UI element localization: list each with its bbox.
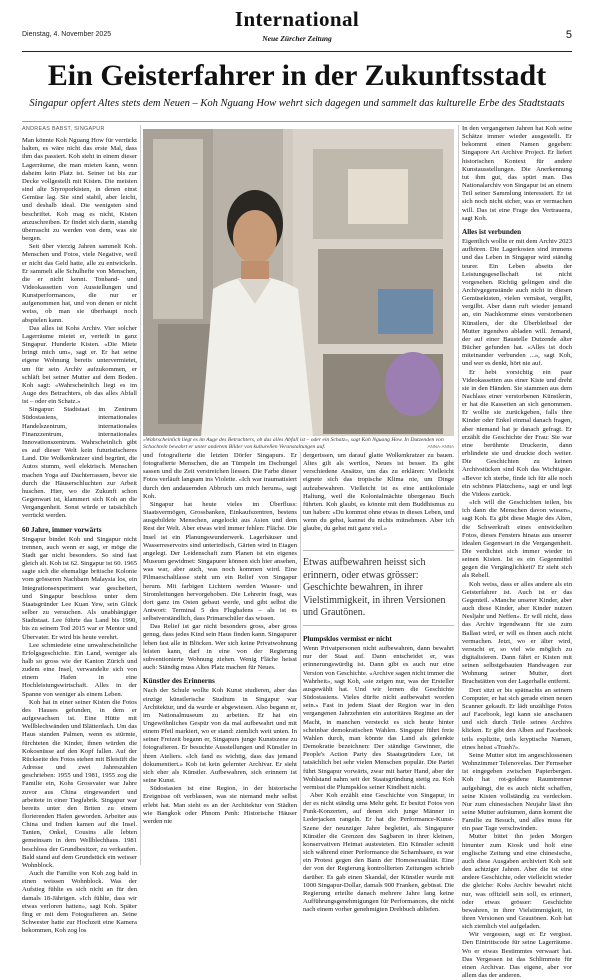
paragraph: Wir vergessen, sagt er. Er vergisst. Den Eintrittscode für seine Lagerräume. Wo er etwas Bestimmtes verwaart hat. Das Vergessen ist das Schlimmste für einen Archivar. Das eigene, aber vor allem das der anderen. xyxy=(462,931,572,980)
paragraph: Seine Mutter sitzt im angeschlossenen Wohnzimmer Telenovelas. Der Fernseher ist eingegeben zwischen Papierbergen. Koh hat rot-goldene Raumtrenner aufgehängt, die es auch nicht schaffen, seine Kisten vollständig zu verdecken. Nur zum chinesischen Neujahr lässt ihn seine Mutter aufräumen, dann kommt die Familie zu Besuch, und alles muss für ein paar Tage verschwinden. xyxy=(462,751,572,833)
section-subtitle: Plumpsklos vermisst er nicht xyxy=(303,635,392,643)
paragraph: Mutter bittet ihn jeden Morgen hinunter zum Kiosk und holt eine englische Zeitung und eine chinesische, auch diese Ausgaben archiviert Koh seit den achtziger Jahren. Aber die ist eine andere Geschichte, oder vielleicht wieder die gleiche: Kohs Archiv bewahrt nicht nur, was offiziell sein soll, es erinnert, oder etwas grösser: Geschichte bewahren, in ihrer Vielstimmigkeit, in ihren Versionen und Grautönen. Koh hat sich ziemlich viel aufgeladen. xyxy=(462,833,572,931)
section-subtitle: 60 Jahre, immer vorwärts xyxy=(22,525,102,534)
column-divider xyxy=(300,452,301,865)
headline: Ein Geisterfahrer in der Zukunftsstadt xyxy=(47,59,547,92)
paragraph: Koh hat in einer seiner Kisten die Fotos des Hauses gefunden, in dem er aufgewachsen ist. Eine Hütte mit Wellblechwänden und Blätterdach. Um das Haus standen Palmen, wenn es stürmte, fürchteten die Kinder, ihnen würden die Kokosnüsse auf den Kopf fallen. Auf der Rückseite des Fotos stehen mit Bleistift die Adresse und zwei Jahreszahlen geschrieben: 1955 und 1981, 1955 zog die Familie ein, Kohs Grossvater war Jahre zuvor aus China eingewandert und arbeitete in einer Tiegfabrik. Singapur war bereits unter den Briten zu einem florierenden Hafen geworden. Arbeiter aus China und Indien kamen auf die Insel. Tanten, Onkel, Cousins alle lebten gemeinsam in dem Wellblechhaus. 1981 beschloss der Grundbesitzer, zu verkaufen. Bald stand auf dem Grundstück ein weisser Wohnblock. xyxy=(22,698,137,869)
paragraph: Singapur hat heute vieles im Überfluss: Staatsvermögen, Grossbanken, Einkaufszentren, bestens ausgebildete Menschen, angelockt aus Asien und dem Rest der Welt. Aber etwas wird immer fehlen: Fläche. Die Insel ist ein Planungswunderwerk. Lagerhäuser und Wasserreservoirs sind unterirdisch, Gärten wird in Etagen angelegt. Der Leidenschaft zum Planen ist ein eigenes Museum gewidmet: Singapurer können sich hier ansehen, was war, aber auch, was noch kommen wird. Eine Pilmaeschaltlasse steht um ein Relief von Singapur herum. Mit farbigen Lichtern werden Wasser- und Stromleitungen hervorgehoben. Die Lehrerin fragt, was dort ganz im Osten gebaut werde, und gibt selbst die Antwort: Terminal 5 des Flughafens – als ist es selbstverständlich, dass Primarschüler das wissen. xyxy=(143,500,297,623)
photo-caption xyxy=(143,437,454,451)
newspaper-name: Neue Zürcher Zeitung xyxy=(262,34,332,43)
section-subtitle: Künstler des Erinnerns xyxy=(143,677,215,686)
article-photo xyxy=(143,129,454,436)
article-column-3-bottom xyxy=(303,630,454,914)
paragraph: Auch die Familie von Koh zog bald in einen weissen Wohnblock. Was der Aufstieg fühlte es sich nicht an für den damals 18-Jährigen. «Ich fühlte, dass wir etwas verloren hatten», sagt Koh. Später fing er mit dem Fotografieren an. Seine Schwester hatte zur Hochzeit eine Kamera bekommen, Koh zog los xyxy=(22,870,137,935)
paragraph: Das Relief ist gar nicht besonders gross, aber gross genug, dass jedes Kind sein Haus finden kann. Singapurer leben fast alle in Blöcken. Wer sich keine Privatwohnung leisten kann, darf in eine von der Regierung subventionierte Wohnung ziehen. Wenig Fläche heisst auch: Ständig muss Altes Platz machen für Neues. xyxy=(143,623,297,672)
paragraph: «Ich will die Geschichten teilen, bis ich dann die Menschen davon wissen», sagt Koh. Es gibt diese Magie des Alten, die Schwerkraft eines entwickelten Fotos, dieses Fensters hinaus aus unserer idealen Gegenwart in die Vergangenheit. Die verdichtet sich immer wieder in seinen Kisten. Ist es ein Gegenmittel gegen die Vergänglichkeit? Er sieht sich als Rebell. xyxy=(462,499,572,580)
paragraph: Singapur: Stadtstaat im Zentrum Südostasiens, internationales Handelszentrum, internationales Finanzzentrum, internationales Innovationszentrum. Wahrscheinlich gibt es auf dieser Welt kein futuristischeres Land. Die Wolkenkratzer sind begrünt, die Autos stumm, weil elektrisch. Menschen machen Yoga auf Dachterrassen, bevor sie durch die Häuserschluchten zur Arbeit huschen. Hier, wo die Zukunft schon Gegenwart ist, klammert sich Koh an die Vergangenheit. Sonst würde er tatsächlich verrückt werden. xyxy=(22,406,137,520)
byline: ANDREAS BABST, SINGAPUR xyxy=(22,126,105,132)
column-divider xyxy=(458,125,459,865)
masthead xyxy=(22,7,572,47)
paragraph: Man könnte Koh Nguang How für verrückt halten, es wäre nicht das erste Mal, dass ihm das passiert. Koh steht in einem dieser Lagerräume, die man mieten kann, wenn daheim kein Platz ist. Seiner ist bis zur Decke vollgestellt mit Kisten. Die meisten sind alte Styroporkisten, in denen einst Gemüse lag. Sie sind stabil, aber leicht, und deshalb ideal. Die wenigsten sind beschriftet. Koh mag es nicht, Kisten anzuschreiben. Er findet sich darin, standig überrascht zu werden von dem, was sie bergen. xyxy=(22,137,137,243)
article-column-1 xyxy=(22,125,137,935)
paragraph: Dort sitzt er bis spätnachts an seinem Computer, er hat sich gerade einen neuen Scanner gekauft. Er lädt unzählige Fotos auf Facebook, legt kann sie anschauen und sich durch Teile seines Archivs klicken. Er gibt den Alben auf Facebook teils explizite, teils kryptische Namen, eines heisst «Trash?». xyxy=(462,686,572,751)
article-column-3-top xyxy=(303,452,454,544)
page-number: 5 xyxy=(565,29,572,41)
paragraph: Koh weiss, dass er alles andere als ein Geisterfahrer ist. Auch ist er das Gegenteil. «Manche unserer Kinder, aber auch diese Kinder, aber Kinder nutzen Nesljahr und Neffen». Er will nicht, dass das Archiv irgendwann für sie zum Ballast wird, er will es ihnen auch nicht vermachen. Jetzt, wo er älter wird, versucht er, so viel wie möglich zu digitalisieren. Dann fährt er Kisten mit seinen selbstgebauten Handwagen zur Wohnung seiner Mutter, dort Brachstätten von der Lagerhalle entfernt. xyxy=(462,580,572,686)
paragraph: Seit über vierzig Jahren sammelt Koh. Menschen und Fotos, viele Negative, weil er nicht das Geld hatte, alle zu entwickeln. Er sammelt alle Schulhefte von Menschen, die er nicht kennt. Tonband- und Videokassetten von Ausstellungen und Kunstperformances, die nur er aufgenommen hat, und von denen er nicht weiss, ob man sie überhaupt noch abspielen kann. xyxy=(22,243,137,324)
subheadline: Singapur opfert Altes stets dem Neuen – Koh Nguang How wehrt sich dagegen und sammelt das kulturelle Erbe des Stadtstaats xyxy=(29,98,565,109)
masthead-rule xyxy=(22,51,572,52)
paragraph: Nach der Schule wollte Koh Kunst studieren, aber das einzige künstlerische Studium in Singapur war Architektur, und da wurde er abgewiesen. Also begann er, im Nationalmuseum zu arbeiten. Er hat ein Ungewöhnliches Gespür von da mal aufbewahrt und mit einem Pfeil markiert, wo er stand: ziemlich weit unten. In seiner Freizeit begann er, Singapurs junge Kunstszene zu fotografieren. Er besuchte Ausstellungen und Künstler in ihren Ateliers. «Ich fand es wichtig, dass das jemand dokumentiert.» Koh ist kein gelernter Archivar. Er sieht sich eher als Künstler. Aufbewahren, sich erinnern ist seine Kunst. xyxy=(143,687,297,785)
paragraph: Eigentlich wollte er mit dem Archiv 2023 aufhören. Die Lagerkosten sind immens und das Leben in Singapur wird ständig teurer. Ein Leben abseits der Leistungsgesellschaft ist nicht vorgesehen. Richtig gelingen sind die Archivgegenstände auch nicht in diesen Gemüsekisten, vielen vernässt, vergilbt, vergilbt. Aber dann ruft wieder jemand an, ein Nachkomme eines verstorbenen Künstlers, der die Überbleibsel der Mutter irgendwo abladen will. Jemand, der auf einer Baustelle Dutzende alter Bücher gefunden hat. «Alles ist doch miteinander verbunden ...», sagt Koh, und wer es denkt, hört nie auf. xyxy=(462,238,572,368)
paragraph: Lee schmiedete eine unwahrscheinliche Erfolgsgeschichte. Ein Land, weniger als halb so gross wie der Kanton Zürich und zudem eine Insel, verwandelte sich von einem Hafen in eine Hochleistungswirtschaft. Alles in der Spanne von weniger als einem Leben. xyxy=(22,641,137,698)
article-column-2 xyxy=(143,452,297,865)
photo-credit: ANNA-ANNA xyxy=(427,443,454,449)
article-column-4 xyxy=(462,125,572,980)
paragraph: Das alles ist Kohs Archiv. Vier solcher Lagerräume mietet er, verteilt in ganz Singapur. Hunderte Kisten. «Die Miete bringt mich um», sagt er. Er hat seine eigene Wohnung bereits untervermietet, um für sein Archiv aufzukommen, er schläft bei seiner Mutter auf dem Boden. Koh sagt: «Wahrscheinlich liegt es im Auge des Betrachters, ob das alles Abfall ist – oder ein Schatz.» xyxy=(22,324,137,406)
paragraph: Wenn Privatpersonen nicht aufbewahren, dann bewahrt nur der Staat auf. Dann entscheidet er, was erinnerungswürdig ist. Dann gibt es auch nur eine Version von Geschichte. «Archive sagen nicht immer die Wahrheit», sagt Koh, «sie zeigen nur, was der Ersteller ausgewählt hat. Und wir lernen die Geschichte Südostasiens. Vieles dürfte nicht aufbewahrt worden sein.» Fast in jedem Staat der Region war in den vergangenen Jahrzehnten ein autoritäres Regime an der Macht, in manchen versteckt es sich heute hinter scheinbar demokratischen Wahlen. Singapur führt freie Wahlen durch, man könnte das Land als gelenkte Demokratie bezeichnen: Der ständige Gewinner, die People's Action Party des Staatsgründers Lee, ist tatsächlich bei sehr vielen Menschen populär. Die Partei führt Singapur vorwärts, zwar mit harter Hand, aber der Wohlstand nahm seit der Staatsgründung stetig zu. Koh vermisst die Plumpsklos seiner Kindheit nicht. xyxy=(303,645,454,791)
column-divider xyxy=(140,125,141,865)
photo-koh-with-archive xyxy=(143,129,454,436)
section-title: International xyxy=(234,7,360,31)
paragraph: dergerissen, um darauf glatte Wolkenkratzer zu bauen. Altes gilt als wertlos, Neues ist besser. Es gibt verschiedene Ansätze, um das zu erklären: Vielleicht eignete sich das tropische Klima nie, um Dinge aufzubewahren. Vielleicht ist es eine antikoloniale Haltung, weil die Kolonialmächte übergenau Buch führten. Koh glaubt, es könnte mit dem Buddhismus zu tun haben: «Du kommst ohne etwas in dieses Leben, und wenn du gehst, kannst du nichts mitnehmen. Aber ich glaube, du gehst mit ganz viel.» xyxy=(303,452,454,533)
paragraph: Er hebt vorsichtig ein paar Videokassetten aus einer Kiste und dreht sie in den Händen. Sie stammen aus dem Nachlass einer verstorbenen Künstlerin, er hat die Kassetten an sich genommen. Er wollte sie zurückgeben, falls ihre Kinder oder Enkel einmal danach fragen, aber niemand hat je danach gefragt. Er erzählt die Geschichte der Frau: Sie war eine berühmte Druckerin, dann erblindete sie und druckte doch weiter. Die Geschichten zu keinen Archivstücken sind Koh das Wichtigste. «Bevor ich sterbe, finde ich für alle noch ein schönes Plätzchen», sagt er und legt die Videos zurück. xyxy=(462,368,572,498)
paragraph: Singapur bindet Koh und Singapur nicht trennen, auch wenn er sagt, er möge die Stadt gar nicht besonders. So sind fast gleich alt. Koh ist 62. Singapur ist 60. 1965 sagte sich die ehemalige britische Kolonie vom grösseren Nachbarn Malaysia los, ein Integrationsexperiment war gescheitert, und Singapur beschloss unter dem Staatsgründer Lee Kuan Yew, sein Glück selber zu versuchen. Als unabhängiger Stadtstaat. Lee führte das Land bis 1990, bis zu seinem Tod 2015 war er Mentor und Übervater. Er wird bis heute verehrt. xyxy=(22,535,137,641)
pull-quote: Etwas aufbewahren heisst sich erinnern, oder etwas grösser: Geschichte bewahren, in ihrer Vielstimmigkeit, in ihren Versionen und Grautönen. xyxy=(303,550,454,626)
paragraph: Südostasien ist eine Region, in der historische Ereignisse oft verblassen, was sie niemand mehr selbst erlebt hat. Man sieht es an der Architektur von Städten wie Bangkok oder Phnom Penh: Historische Häuser werden nie xyxy=(143,785,297,825)
section-subtitle: Alles ist verbunden xyxy=(462,227,522,236)
paragraph: Aber Koh erzählt eine Geschichte von Singapur, in der es nicht ständig ums Mehr geht. Er besitzt Fotos von Punk-Konzerten, auf denen sich junge Männer in Lederjacken rangeln. Er hat die Performance-Kunst-Szene der neunziger Jahre begleitet, als Singapurer Künstler die Grenzen des Sagbaren in ihrer kleinen, konservativen Heimat austesteten. Ein Künstler schnitt sich während einer Performance die Schamhaare, es war ein Protest gegen den Bann der Homosexualität. Eine der von der Regierung kontrollierten Zeitungen schrieb darüber. Es gab einen Skandal, der Künstler wurde mit 1000 Singapur-Dollar, damals 900 Franken, gebüsst. Die Regierung erteilte danach mehrere Jahre lang keine Aufführungsgenehmigungen für Performances, die nicht nach einem vorher genehmigten Drehbuch abliefen. xyxy=(303,791,454,914)
paragraph: und fotografierte die letzten Dörfer Singapurs. Er fotografierte Menschen, die an Tümpeln im Dschungel sassen und die Zeit verstreichen liessen. Die Farbe dieser Fotos verläuft langsam ins Violette. «Ich war traumatisiert durch den andauernden Abbruch um mich herum», sagt Koh. xyxy=(143,452,297,500)
paragraph: In den vergangenen Jahren hat Koh seine Schätze immer wieder ausgestellt. Er bekommt einen Namen gegeben: Singapore Art Archive Project. Er liefert historischen Kontext für andere Kunstausstellungen. Die Anerkennung tut ihm gut, das spürt man. Das Nationalarchiv von Singapur ist an einem Teil seiner Sammlung interessiert. Er ist sich noch nicht sicher, was er vermachen will. Das ist eine Frage des Vertrauens, sagt Koh. xyxy=(462,125,572,222)
headline-rule xyxy=(22,121,572,122)
caption-text: «Wahrscheinlich liegt es im Auge des Betrachters, ob das alles Abfall ist – oder ein Schatz», sagt Koh Nguang How. In Dutzenden von Schachteln bewahrt er unter anderem Bilder von kulturellen Veranstaltungen auf. xyxy=(143,437,444,450)
issue-date: Dienstag, 4. November 2025 xyxy=(22,31,112,38)
